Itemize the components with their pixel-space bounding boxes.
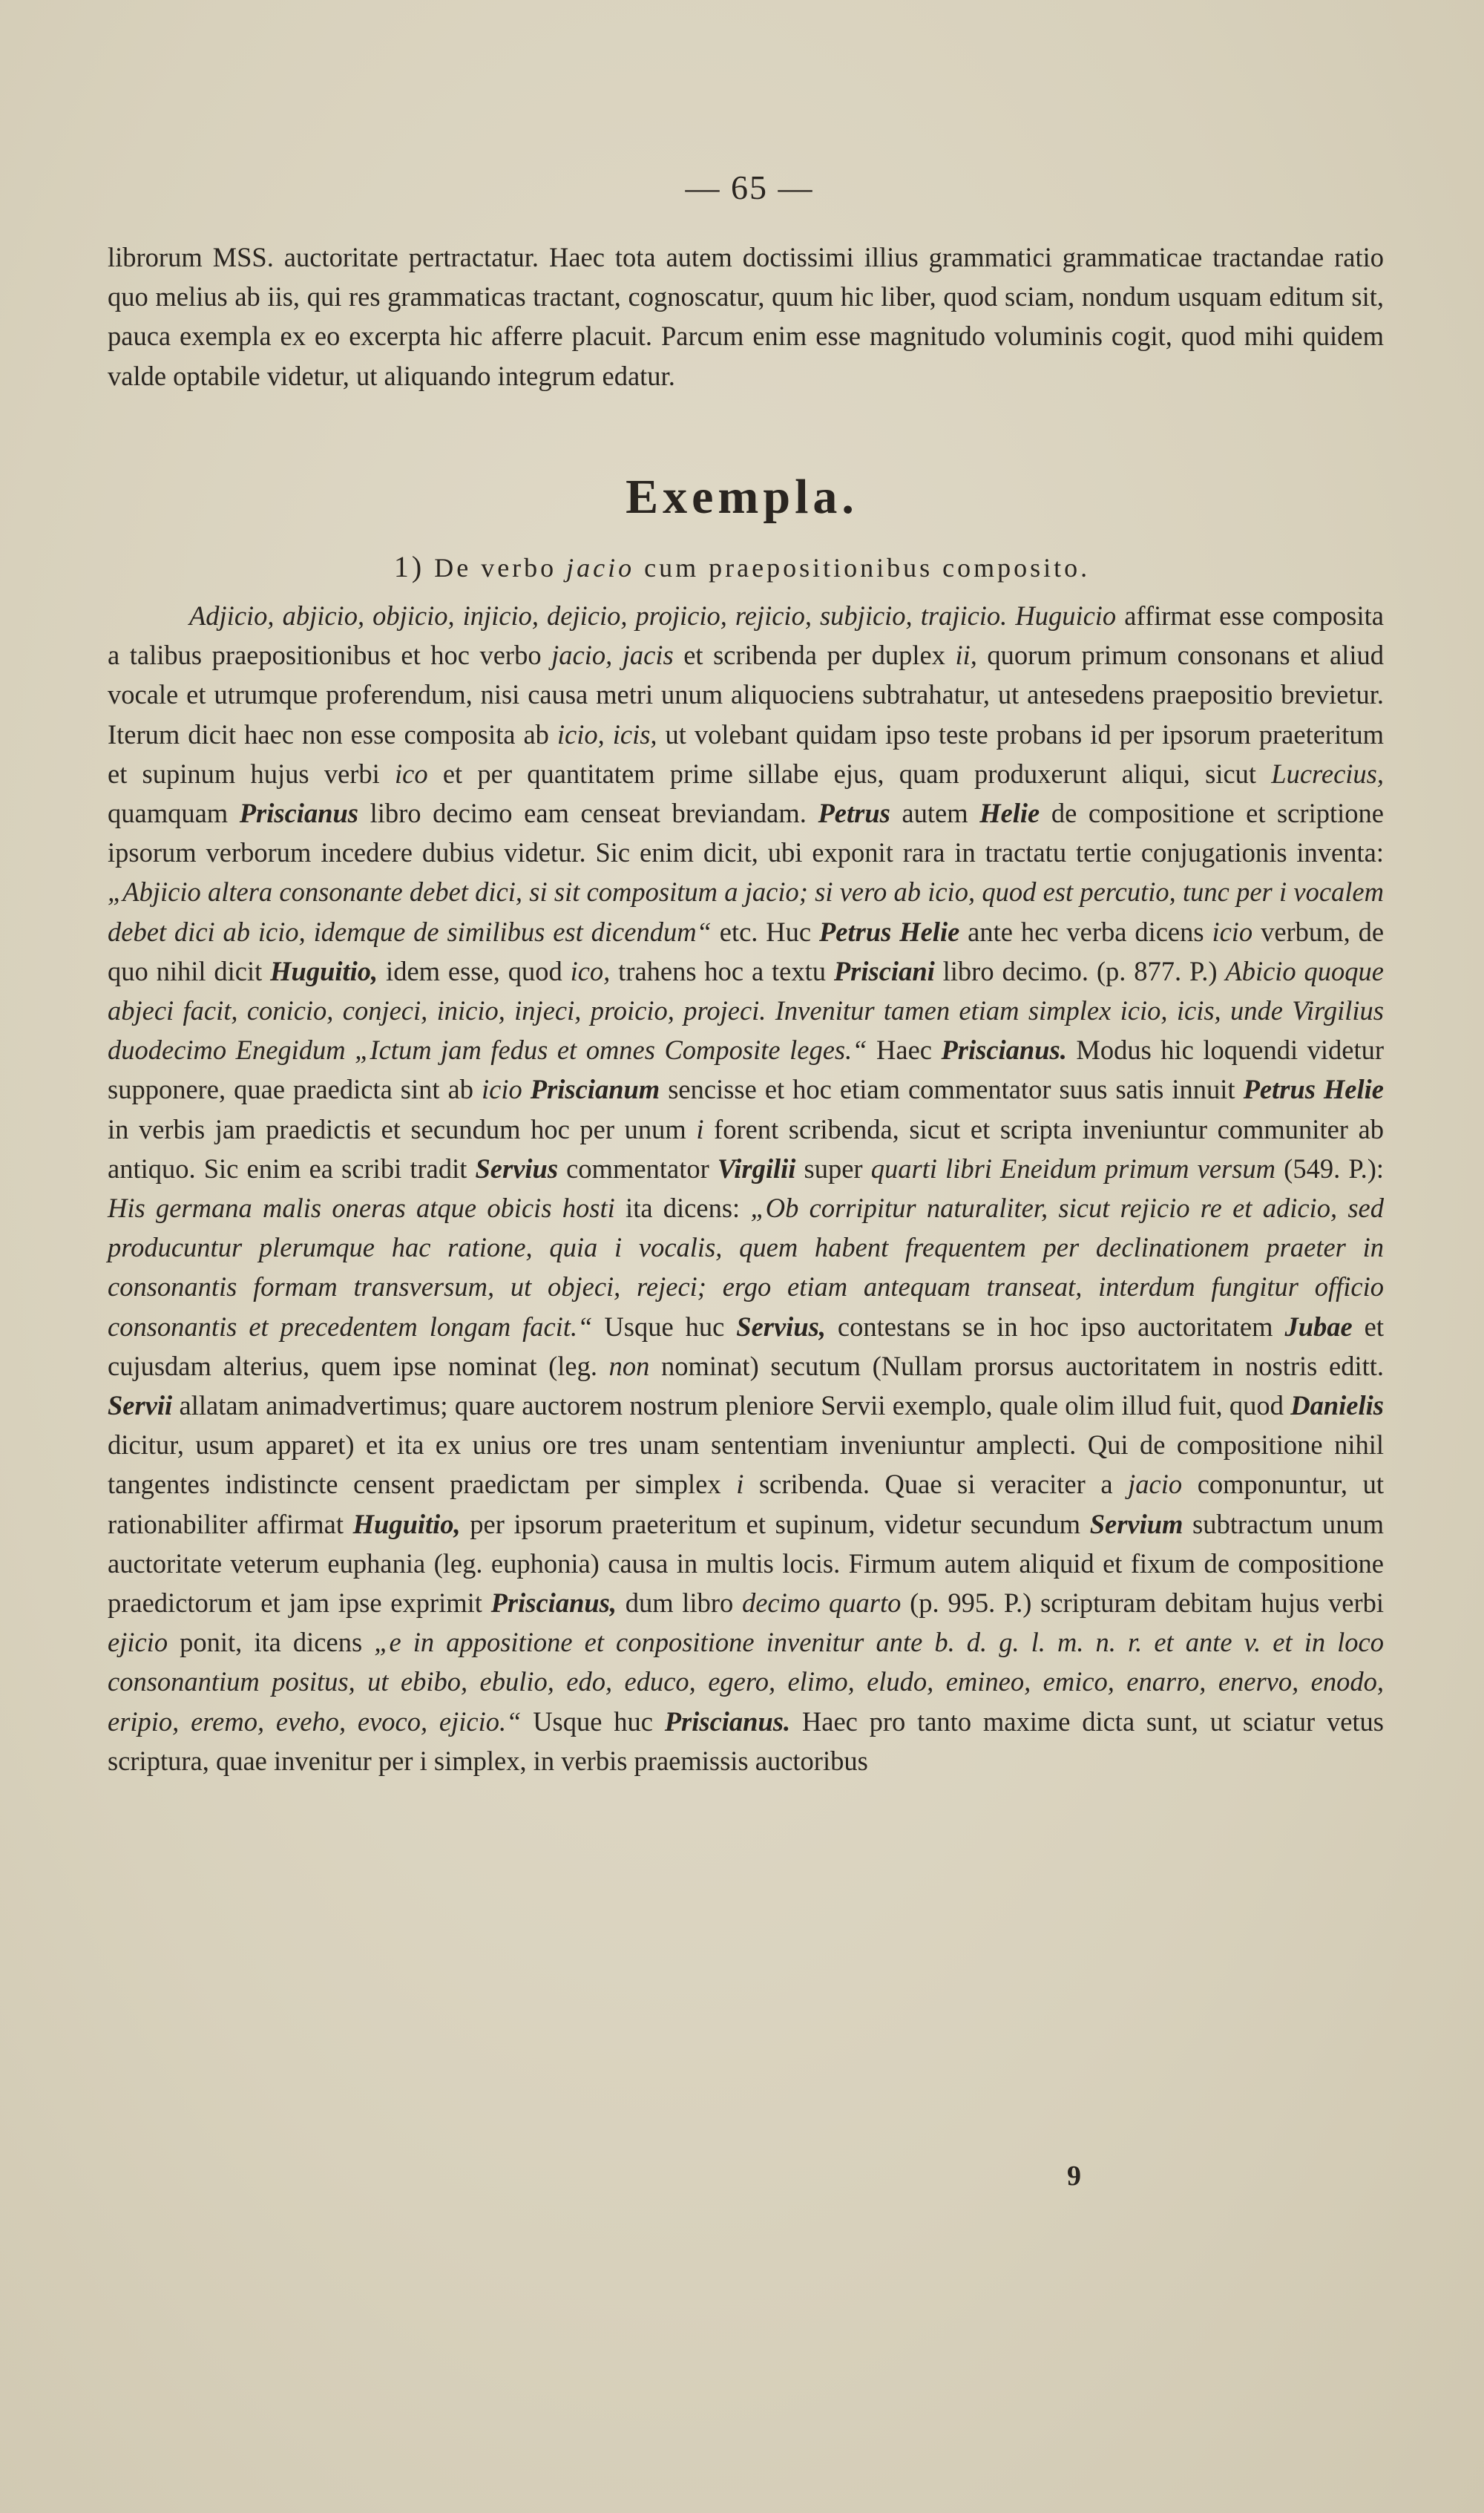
author-name: Petrus Helie xyxy=(818,916,960,947)
text-run: quorum primum consonans et aliud vocale et utrumque proferendum, nisi causa metri unum aliquociens subtrahatur, ut antesedens praepositio brevietur. Iterum dicit haec non esse composita ab xyxy=(108,640,1385,750)
author-name: Huguitio, xyxy=(352,1508,461,1539)
italic-run: icio xyxy=(1212,916,1253,947)
italic-run: ejicio xyxy=(108,1627,168,1658)
author-name: Danielis xyxy=(1290,1390,1384,1421)
author-name: Priscianum xyxy=(530,1074,660,1105)
text-run: de compositione et scriptione ipsorum verborum incedere dubius videtur. Sic enim dicit, ubi exponit rara in tractatu tertie conjugationis inventa: xyxy=(108,798,1384,868)
author-name: Priscianus xyxy=(239,798,359,829)
italic-run: jacio xyxy=(1128,1469,1183,1500)
text-run: ante hec verba dicens xyxy=(959,916,1212,947)
text-run: commentator xyxy=(558,1153,718,1184)
text-run: forent scribenda, sicut et scripta inveniuntur communiter ab antiquo. Sic enim ea scribi tradit xyxy=(108,1113,1384,1184)
text-run: autem xyxy=(890,798,980,829)
italic-run: „e in appositione et conpositione invenitur ante b. d. g. l. m. n. r. et ante v. et in loco consonantium positus, ut ebibo, ebulio, edo, educo, egero, elimo, eludo, emineo, emico, enarro, enervo, enodo, eripio, eremo, eveho, evoco, ejicio.“ xyxy=(108,1627,1384,1737)
page-number: — 65 — xyxy=(685,168,814,206)
subheading-rest: cum praepositionibus composito. xyxy=(644,553,1091,583)
text-run: quamquam xyxy=(108,798,240,829)
author-name: Servius, xyxy=(736,1311,826,1342)
text-run: nominat) secutum (Nullam prorsus auctoritatem in nostris editt. xyxy=(649,1350,1384,1381)
text-run: dicitur, usum apparet) et ita ex unius ore tres unam sententiam inveniuntur amplecti. Qui de compositione nihil tangentes indistincte censent praedictam per simplex xyxy=(108,1429,1384,1500)
text-run: trahens hoc a textu xyxy=(610,955,834,986)
italic-run: ico xyxy=(395,758,428,789)
example-subheading xyxy=(0,549,1484,584)
author-name: Priscianus, xyxy=(490,1588,617,1619)
text-run: etc. Huc xyxy=(711,916,819,947)
subheading-lead: De verbo xyxy=(434,553,557,583)
text-run xyxy=(522,1074,531,1104)
author-name: Prisciani xyxy=(833,955,935,986)
italic-run: ico, xyxy=(570,955,611,986)
text-run: ita dicens: xyxy=(614,1193,751,1224)
italic-run: Adjicio, abjicio, objicio, injicio, dejicio, projicio, rejicio, subjicio, trajicio. Huguicio xyxy=(189,600,1117,631)
text-run: et per quantitatem prime sillabe ejus, quam produxerunt aliqui, sicut xyxy=(427,758,1272,789)
author-name: Priscianus. xyxy=(664,1706,791,1737)
text-run: ut volebant quidam ipso teste probans id per ipsorum praeteritum et supinum hujus verbi xyxy=(108,718,1385,789)
italic-run: „Abjicio altera consonante debet dici, si sit compositum a jacio; si vero ab icio, quod est percutio, tunc per i vocalem debet dici ab icio, idemque de similibus est dicendum“ xyxy=(108,877,1384,947)
italic-run: ii, xyxy=(955,640,977,671)
italic-run: His germana malis oneras atque obicis hosti xyxy=(108,1193,615,1224)
italic-run: jacio, jacis xyxy=(551,640,674,671)
text-run: libro decimo eam censeat breviandam. xyxy=(358,798,818,829)
italic-run: non xyxy=(608,1350,650,1381)
text-run: componuntur, ut rationabiliter affirmat xyxy=(108,1469,1384,1539)
signature-mark: 9 xyxy=(1067,2160,1081,2192)
text-run: verbum, de quo nihil dicit xyxy=(108,916,1385,986)
text-run: et cujusdam alterius, quem ipse nominat (leg. xyxy=(108,1311,1384,1381)
text-run: per ipsorum praeteritum et supinum, videtur secundum xyxy=(460,1508,1090,1539)
italic-run: quarti libri Eneidum primum versum xyxy=(870,1153,1276,1184)
text-run: Haec pro tanto maxime dicta sunt, ut sciatur vetus scriptura, quae invenitur per i simplex, in verbis praemissis auctoribus xyxy=(108,1706,1384,1776)
text-run: allatam animadvertimus; quare auctorem nostrum pleniore Servii exemplo, quale olim illud fuit, quod xyxy=(172,1390,1291,1421)
text-run: scribenda. Quae si veraciter a xyxy=(743,1469,1129,1500)
text-run: contestans se in hoc ipso auctoritatem xyxy=(825,1311,1285,1342)
text-run: (p. 995. P.) scripturam debitam hujus verbi xyxy=(901,1588,1385,1619)
intro-paragraph: librorum MSS. auctoritate pertractatur. Haec tota autem doctissimi illius grammatici grammaticae tractandae ratio quo melius ab iis, qui res grammaticas tractant, cognoscatur, quum hic liber, quod sciam, nondum usquam editum sit, pauca exempla ex eo excerpta hic afferre placuit. Parcum enim esse magnitudo voluminis cogit, quod mihi quidem valde optabile videtur, ut aliquando integrum edatur. xyxy=(108,242,1384,391)
text-run: idem esse, quod xyxy=(378,955,571,986)
italic-run: Abicio quoque abjeci facit, conicio, conjeci, inicio, injeci, proicio, projeci. Invenitur tamen etiam simplex icio, icis, unde Virgilius duodecimo Enegidum „Ictum jam fedus et omnes Composite leges.“ xyxy=(108,955,1384,1066)
author-name: Huguitio, xyxy=(270,955,378,986)
italic-run: „Ob corripitur naturaliter, sicut rejicio re et adicio, sed producuntur plerumque hac ratione, quia i vocalis, quem habent frequentem per declinationem praeter in consonantis formam transversum, ut objeci, rejeci; ergo etiam antequam transeat, interdum fungitur officio consonantis et precedentem longam facit.“ xyxy=(108,1193,1384,1342)
author-name: Priscianus. xyxy=(941,1035,1067,1066)
subheading-word: jacio xyxy=(566,553,635,583)
example-body xyxy=(108,596,1384,1780)
author-name: Helie xyxy=(979,798,1040,829)
example-number: 1) xyxy=(393,550,425,583)
text-run: Usque huc xyxy=(592,1311,737,1342)
author-name: Jubae xyxy=(1284,1311,1353,1342)
text-run: dum libro xyxy=(617,1588,742,1619)
italic-run: Lucrecius, xyxy=(1271,758,1384,789)
italic-run: decimo quarto xyxy=(741,1588,902,1619)
text-run: Haec xyxy=(867,1035,942,1066)
text-run: (549. P.): xyxy=(1275,1153,1384,1184)
text-run: in verbis jam praedictis et secundum hoc per unum xyxy=(108,1113,697,1144)
text-run: libro decimo. (p. 877. P.) xyxy=(934,955,1226,986)
italic-run: i xyxy=(736,1469,744,1500)
text-run: ponit, ita dicens xyxy=(168,1627,375,1658)
text-run: super xyxy=(795,1153,871,1184)
text-run: Usque huc xyxy=(521,1706,665,1737)
text-run: affirmat esse composita a talibus praepositionibus et hoc verbo xyxy=(108,600,1384,671)
author-name: Servius xyxy=(475,1153,559,1184)
author-name: Servium xyxy=(1089,1508,1183,1539)
author-name: Petrus xyxy=(818,798,890,829)
example-paragraph xyxy=(108,596,1384,1780)
italic-run: i xyxy=(696,1113,704,1144)
author-name: Petrus Helie xyxy=(1243,1074,1384,1105)
author-name: Virgilii xyxy=(717,1153,796,1184)
italic-run: icio, icis, xyxy=(556,718,657,750)
text-run: Modus hic loquendi videtur supponere, quae praedicta sint ab xyxy=(108,1035,1384,1105)
text-run: subtractum unum auctoritate veterum euphania (leg. euphonia) causa in multis locis. Firmum autem aliquid et fixum de compositione praedictorum et jam ipse exprimit xyxy=(108,1508,1384,1619)
author-name: Servii xyxy=(108,1390,173,1421)
italic-run: icio xyxy=(482,1074,522,1105)
text-run: sencisse et hoc etiam commentator suus satis innuit xyxy=(660,1074,1244,1105)
section-heading: Exempla. xyxy=(626,470,858,524)
text-run: et scribenda per duplex xyxy=(673,640,956,671)
